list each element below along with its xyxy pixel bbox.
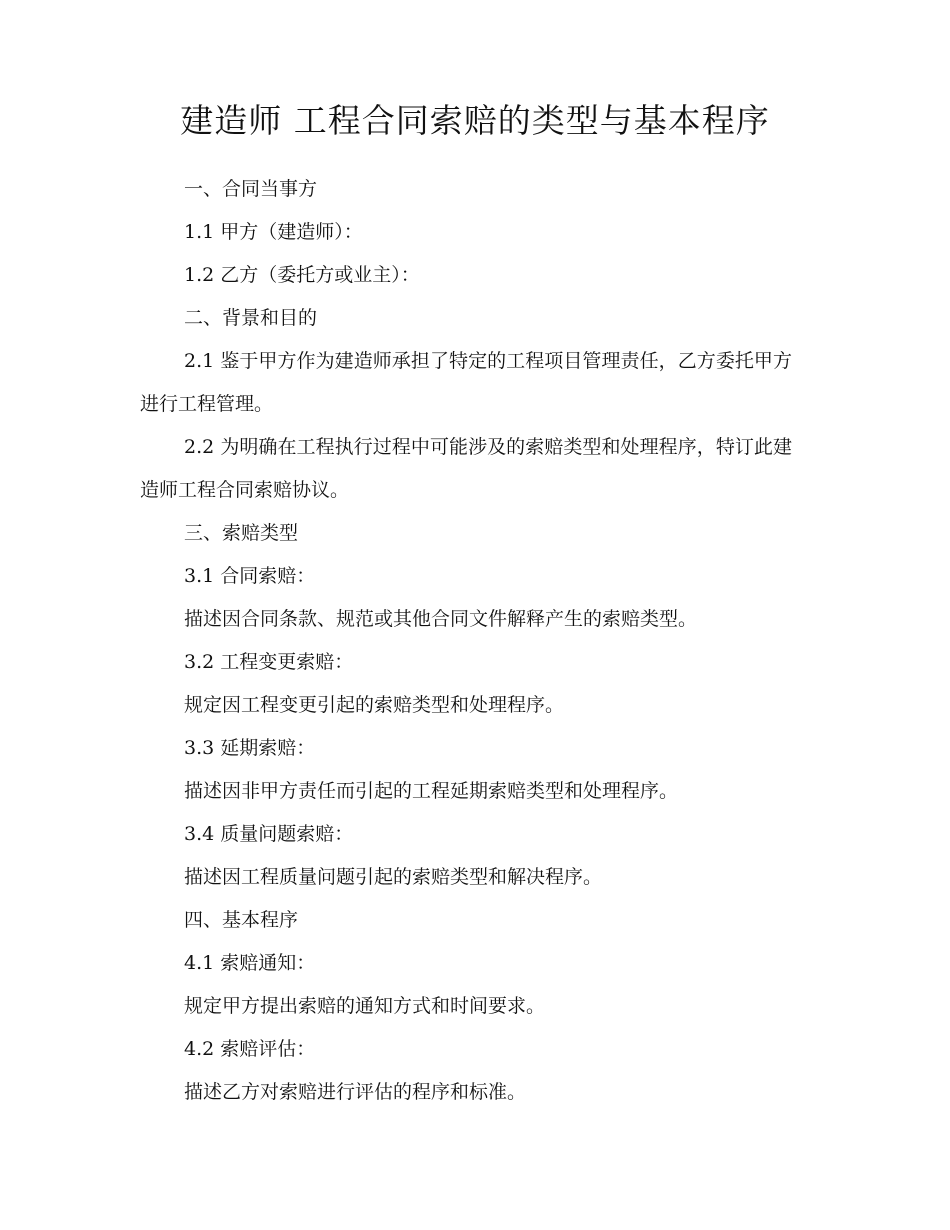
clause-1-1: 1.1 甲方（建造师）： [184,221,363,243]
clause-2-2: 2.2 为明确在工程执行过程中可能涉及的索赔类型和处理程序，特订此建造师工程合同索赔协议。 [140,436,792,501]
document-title: 建造师 工程合同索赔的类型与基本程序 [180,101,770,140]
clause-3-2-description: 规定因工程变更引起的索赔类型和处理程序。 [184,694,565,716]
section-heading-1: 一、合同当事方 [184,178,318,200]
section-heading-3: 三、索赔类型 [184,522,299,544]
section-heading-2: 二、背景和目的 [184,307,318,329]
clause-4-1: 4.1 索赔通知： [184,952,316,974]
clause-4-2-description: 描述乙方对索赔进行评估的程序和标准。 [184,1081,527,1103]
clause-3-4: 3.4 质量问题索赔： [184,823,354,845]
clause-4-1-description: 规定甲方提出索赔的通知方式和时间要求。 [184,995,546,1017]
clause-3-3-description: 描述因非甲方责任而引起的工程延期索赔类型和处理程序。 [184,780,679,802]
section-heading-4: 四、基本程序 [184,909,299,931]
clause-3-4-description: 描述因工程质量问题引起的索赔类型和解决程序。 [184,866,603,888]
clause-3-1-description: 描述因合同条款、规范或其他合同文件解释产生的索赔类型。 [184,608,698,630]
clause-3-3: 3.3 延期索赔： [184,737,316,759]
clause-2-1: 2.1 鉴于甲方作为建造师承担了特定的工程项目管理责任，乙方委托甲方进行工程管理。 [140,350,792,415]
document-body [140,168,800,1114]
clause-3-2: 3.2 工程变更索赔： [184,651,354,673]
clause-3-1: 3.1 合同索赔： [184,565,316,587]
clause-4-2: 4.2 索赔评估： [184,1038,316,1060]
clause-1-2: 1.2 乙方（委托方或业主）： [184,264,420,286]
